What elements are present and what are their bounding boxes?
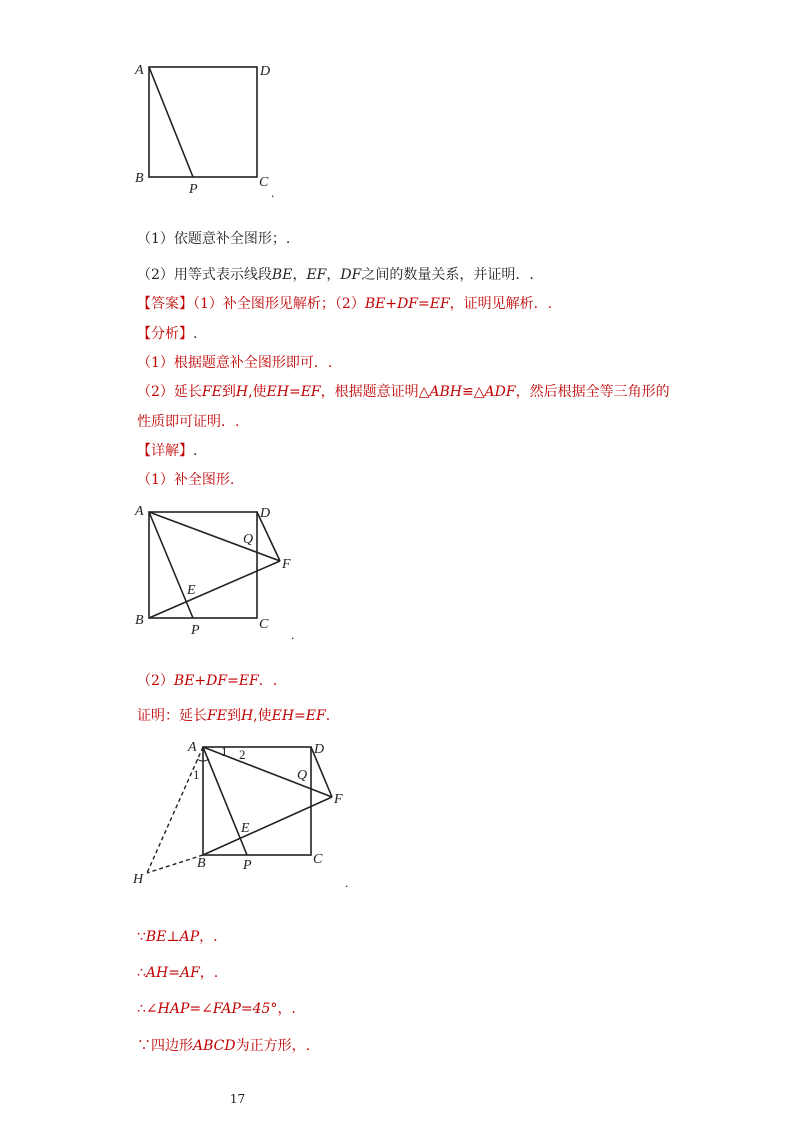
label-q: Q [243, 532, 254, 547]
label-h: H [133, 872, 144, 887]
question-2: （2）用等式表示线段BE，EF，DF之间的数量关系，并证明．. [137, 267, 534, 283]
analysis-line-1: （1）根据题意补全图形即可．. [137, 355, 333, 371]
label-q: Q [297, 768, 308, 783]
detail-tag: 【详解】. [137, 443, 198, 459]
label-a: A [135, 63, 144, 78]
label-d: D [260, 64, 271, 79]
label-c: C [313, 852, 323, 867]
detail-line-1: （1）补全图形. [137, 472, 235, 488]
angle-mark-1: 1 [221, 744, 228, 759]
question-1: （1）依题意补全图形；. [137, 231, 291, 247]
label-e: E [187, 583, 196, 598]
label-b: B [135, 613, 144, 628]
label-c: C [259, 175, 269, 190]
label-e: E [241, 821, 250, 836]
analysis-line-3: 性质即可证明．. [137, 414, 240, 430]
proof-line: 证明：延长FE到H,使EH=EF. [137, 708, 331, 724]
analysis-line-2: （2）延长FE到H,使EH=EF，根据题意证明△ABH≌△ADF，然后根据全等三角形的 [137, 384, 670, 400]
label-d: D [260, 506, 271, 521]
label-f: F [334, 792, 343, 807]
angle-mark-2: 2 [239, 747, 246, 762]
figure-dot: . [291, 627, 295, 642]
label-d: D [314, 742, 325, 757]
figure-1 [125, 55, 285, 205]
step-4: ∵四边形ABCD为正方形，. [137, 1038, 311, 1054]
analysis-tag: 【分析】. [137, 326, 198, 342]
label-p: P [243, 858, 252, 873]
step-1: ∵BE⊥AP，. [137, 929, 218, 945]
figure-3 [125, 733, 365, 893]
label-a: A [188, 740, 197, 755]
label-a: A [135, 504, 144, 519]
label-b: B [135, 171, 144, 186]
page-number: 17 [229, 1092, 246, 1106]
label-c: C [259, 617, 269, 632]
step-2: ∴AH=AF，. [137, 965, 219, 981]
label-p: P [189, 182, 198, 197]
part2-line: （2）BE+DF=EF．. [137, 673, 278, 689]
step-3: ∴∠HAP=∠FAP=45°，. [137, 1001, 296, 1017]
answer-line: 【答案】（1）补全图形见解析；（2）BE+DF=EF，证明见解析．. [137, 296, 553, 312]
figure-2 [125, 498, 315, 648]
figure-dot: . [271, 185, 275, 200]
label-p: P [191, 623, 200, 638]
figure-dot: . [345, 875, 349, 890]
label-b: B [197, 856, 206, 871]
label-f: F [282, 557, 291, 572]
angle-mark-1b: 1 [193, 767, 200, 782]
